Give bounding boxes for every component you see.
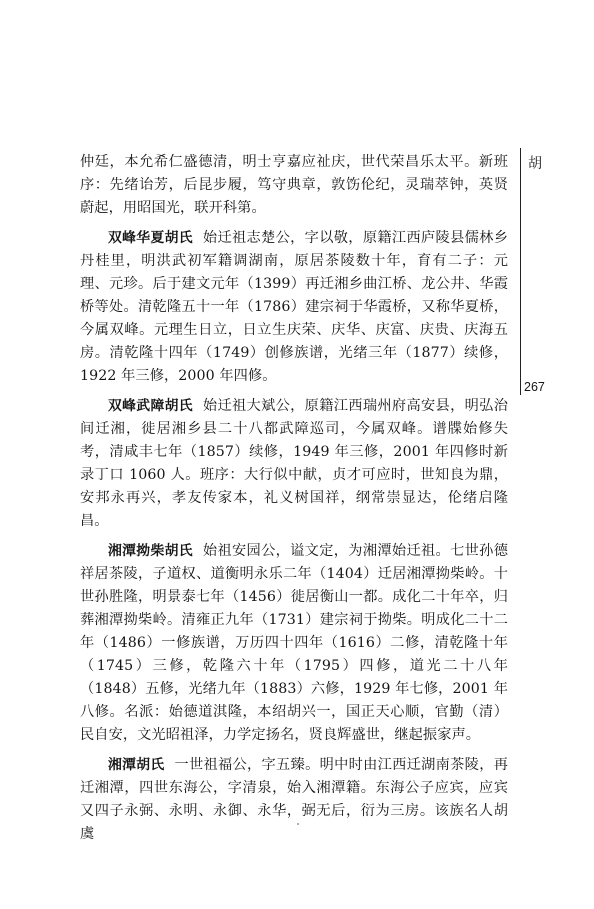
paragraph-text: 始迁祖大斌公，原籍江西瑞州府高安县，明弘治间迁湘，徙居湘乡县二十八都武障巡司，今属双峰。谱牒始修失考，清咸丰七年（1857）续修，1949 年三修，2001 年四修时新录丁口 1060 人。班序：大行似中献，贞才可应时，世知良为鼎，安邦永再兴，孝友传家本，礼义树国祥，纲常崇显达，伦绪启隆昌。 [80,398,508,529]
paragraph-shuangfeng-huaxia [80,227,508,388]
clan-heading: 湘潭拗柴胡氏 [108,543,193,559]
paragraph-xiangtan-aochai [80,540,508,747]
paragraph-text: 始迁祖志楚公，字以敬，原籍江西庐陵县儒林乡丹桂里，明洪武初军籍调湖南，原居茶陵数十年，育有二子：元理、元珍。后于建文元年（1399）再迁湘乡曲江桥、龙公井、华霞桥等处。清乾隆五十一年（1786）建宗祠于华霞桥，又称华夏桥，今属双峰。元理生日立，日立生庆荣、庆华、庆富、庆贵、庆海五房。清乾隆十四年（1749）创修族谱，光绪三年（1877）续修，1922 年三修，2000 年四修。 [80,230,508,384]
page-number: 267 [524,380,545,394]
scan-speck [297,823,299,825]
margin-rule [520,148,521,395]
clan-heading: 双峰华夏胡氏 [108,230,193,246]
paragraph-text: 始祖安园公，谥文定，为湘潭始迁祖。七世孙德祥居茶陵，子道权、道衡明永乐二年（1404）迁居湘潭拗柴岭。十世孙胜隆，明景泰七年（1456）徙居衡山一都。成化二十年卒，归葬湘潭拗柴岭。清雍正九年（1731）建宗祠于拗柴。明成化二十二年（1486）一修族谱，万历四十四年（1616）二修，清乾隆十年（1745）三修，乾隆六十年（1795）四修，道光二十八年（1848）五修，光绪九年（1883）六修，1929 年七修，2001 年八修。名派：始德道淇隆，本绍胡兴一，国正天心顺，官勤（清）民自安，文光昭祖泽，力学定扬名，贤良辉盛世，继起振家声。 [80,543,508,743]
paragraph-shuangfeng-wuzhang [80,395,508,533]
section-marker: 胡 [528,156,542,172]
paragraph-xiangtan-hu [80,754,508,846]
paragraph-text: 一世祖福公，字五臻。明中时由江西迁湖南茶陵，再迁湘潭，四世东海公，字清泉，始入湘潭籍。东海公子应宾，应宾又四子永弼、永明、永御、永华，弼无后，衍为三房。该族名人胡虞 [80,757,508,842]
clan-heading: 湘潭胡氏 [108,757,165,773]
clan-heading: 双峰武障胡氏 [108,398,193,414]
paragraph-text: 仲廷，本允希仁盛德清，明士亨嘉应祉庆，世代荣昌乐太平。新班序：先绪诒芳，后昆步履，笃守典章，敦饬伦纪，灵瑞萃钟，英贤蔚起，用昭国光，联开科第。 [80,154,508,216]
paragraph-intro [80,151,508,220]
main-text [80,151,508,853]
